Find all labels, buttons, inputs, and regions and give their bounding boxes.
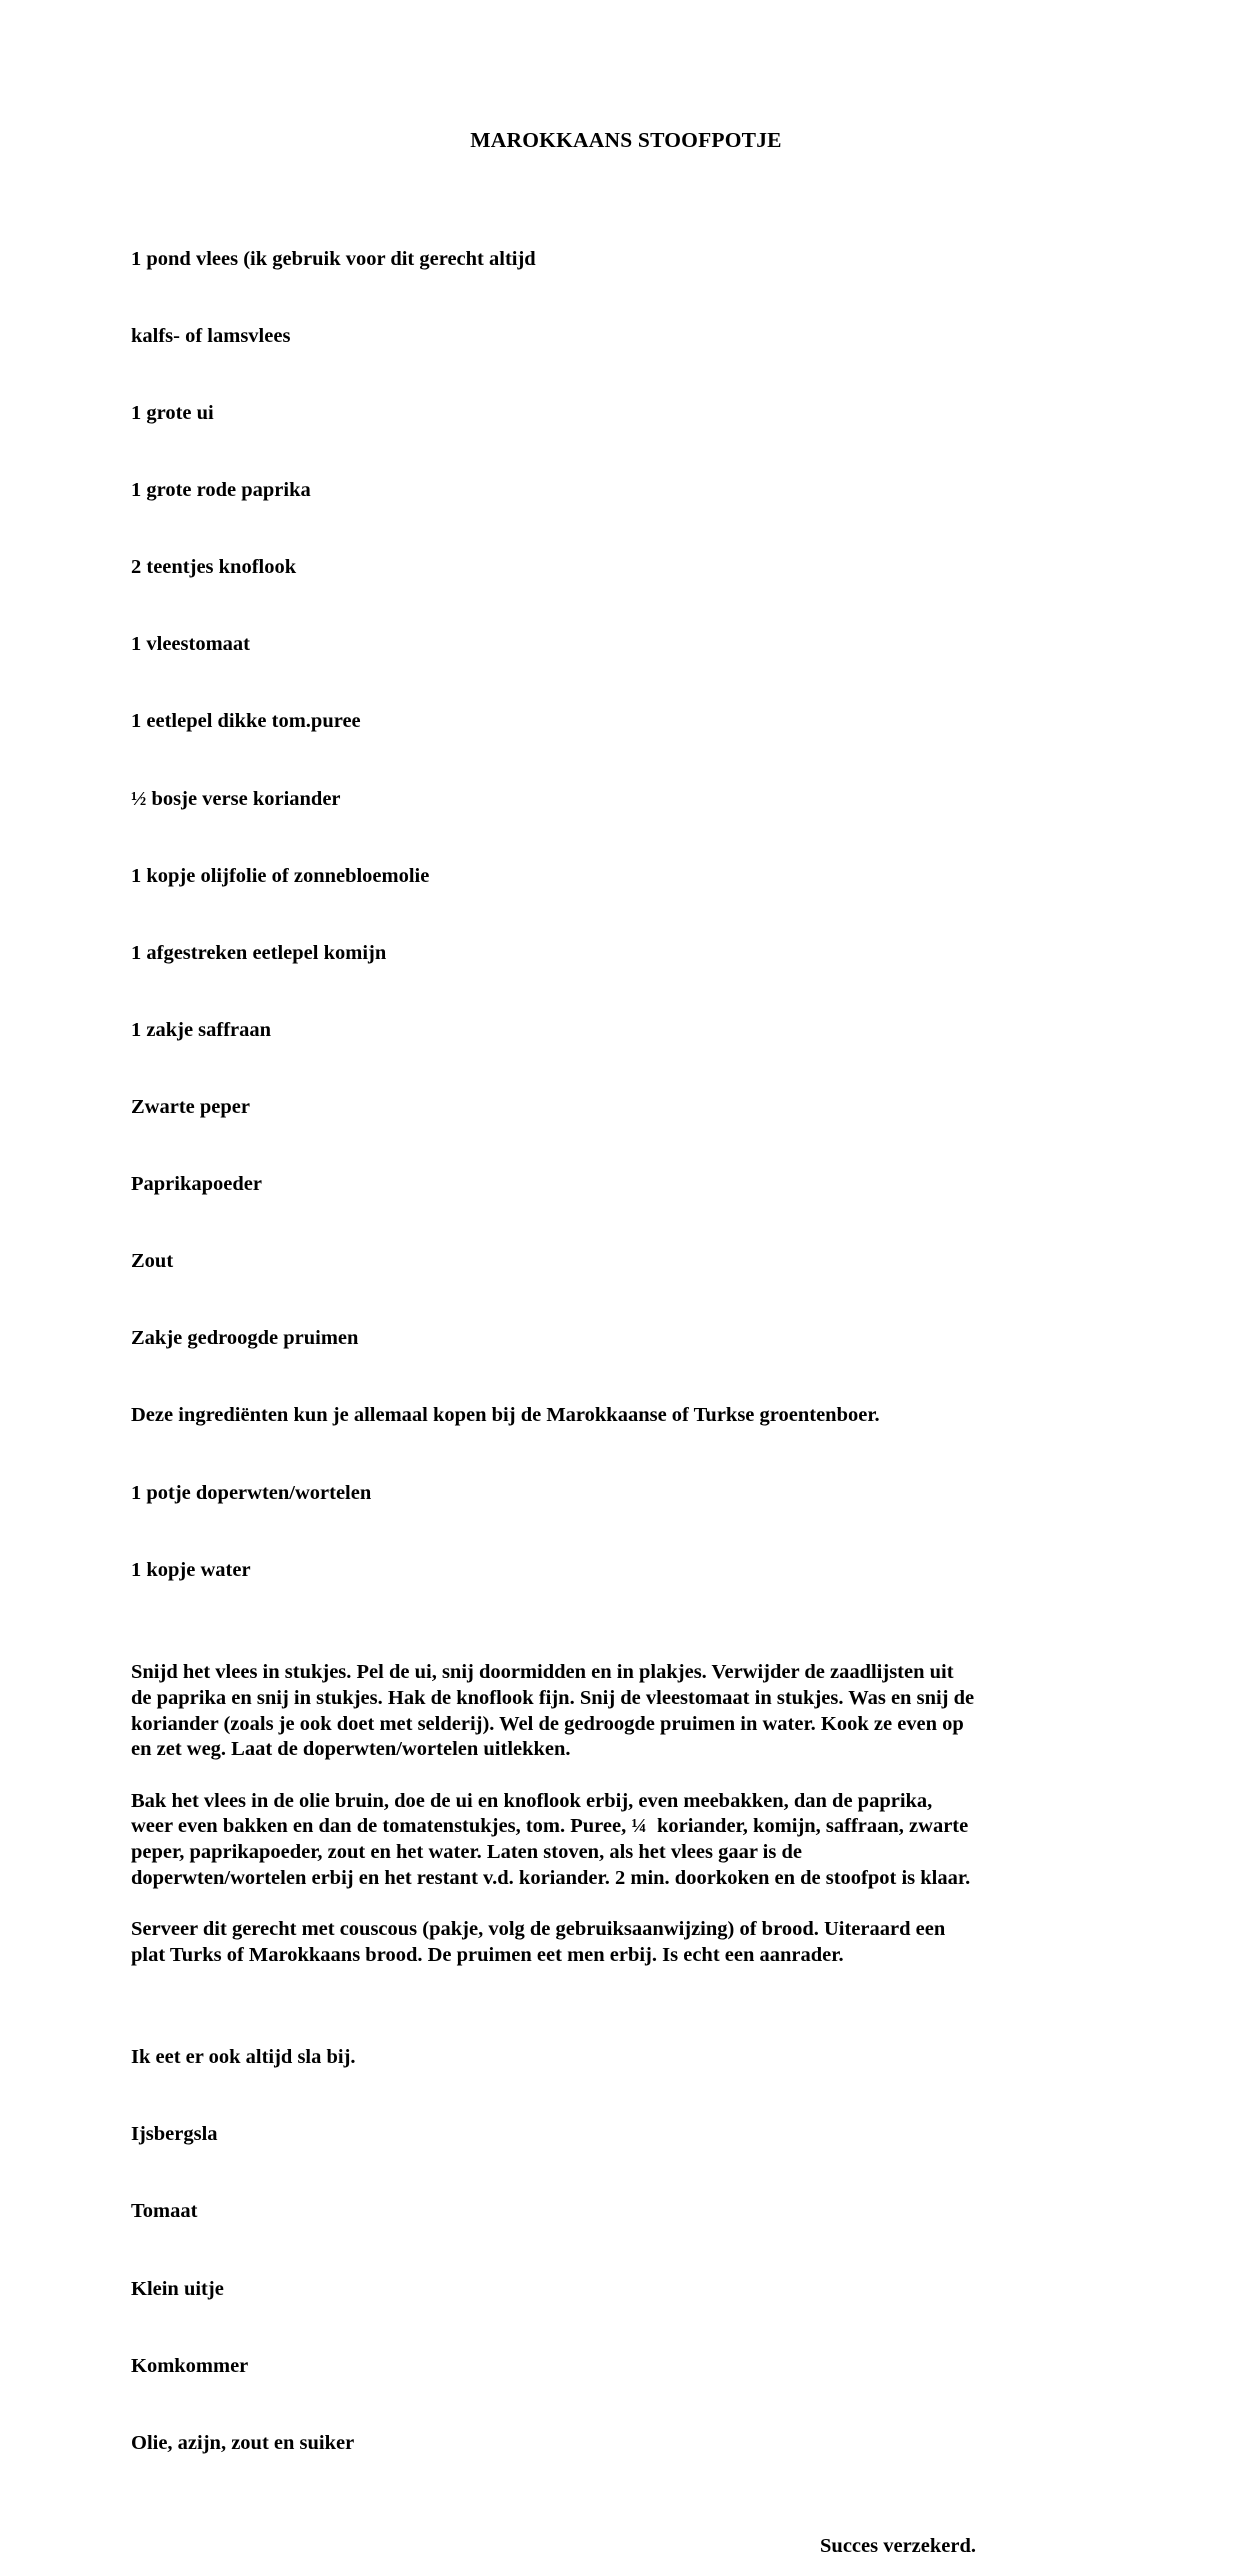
list-item: 2 teentjes knoflook bbox=[131, 556, 297, 579]
salad-section bbox=[131, 1994, 991, 2508]
list-item: Zakje gedroogde pruimen bbox=[131, 1327, 359, 1350]
list-item: Komkommer bbox=[131, 2354, 249, 2377]
list-item: 1 afgestreken eetlepel komijn bbox=[131, 941, 387, 964]
list-item: 1 vleestomaat bbox=[131, 633, 250, 656]
list-item: ½ bosje verse koriander bbox=[131, 787, 341, 810]
list-item: Zwarte peper bbox=[131, 1095, 250, 1118]
list-item: Paprikapoeder bbox=[131, 1173, 262, 1196]
ingredient-source-note: Deze ingrediënten kun je allemaal kopen bij de Marokkaanse of Turkse groentenboer. bbox=[131, 1404, 880, 1427]
list-item: 1 pond vlees (ik gebruik voor dit gerecht altijd bbox=[131, 247, 536, 270]
serving-paragraph: Serveer dit gerecht met couscous (pakje, volg de gebruiksaanwijzing) of brood. Uiteraard een plat Turks of Marokkaans brood. De pruimen eet men erbij. Is echt een aanrader. bbox=[131, 1917, 951, 1966]
list-item: Olie, azijn, zout en suiker bbox=[131, 2431, 355, 2454]
list-item: 1 eetlepel dikke tom.puree bbox=[131, 710, 361, 733]
list-item: Zout bbox=[131, 1250, 174, 1273]
closing-line: Succes verzekerd. bbox=[820, 2534, 976, 2557]
list-item: Klein uitje bbox=[131, 2277, 224, 2300]
list-item: 1 kopje water bbox=[131, 1558, 251, 1581]
salad-intro: Ik eet er ook altijd sla bij. bbox=[131, 2046, 356, 2069]
preparation-paragraph-2: Bak het vlees in de olie bruin, doe de ui en knoflook erbij, even meebakken, dan de paprika, weer even bakken en dan de tomatenstukjes, tom. Puree, ¼ koriander, komijn, saffraan, zwarte peper, paprikapoeder, zout en het water. Laten stoven, als het vlees gaar is de doperwten/wortelen erbij en het restant v.d. koriander. 2 min. doorkoken en de stoofpot is klaar. bbox=[131, 1789, 974, 1889]
list-item: Tomaat bbox=[131, 2200, 198, 2223]
list-item: 1 kopje olijfolie of zonnebloemolie bbox=[131, 864, 430, 887]
list-item: 1 grote ui bbox=[131, 401, 214, 424]
list-item: 1 grote rode paprika bbox=[131, 479, 311, 502]
list-item: Ijsbergsla bbox=[131, 2123, 218, 2146]
list-item: 1 potje doperwten/wortelen bbox=[131, 1481, 372, 1504]
preparation-paragraph-1: Snijd het vlees in stukjes. Pel de ui, snij doormidden en in plakjes. Verwijder de zaadlijsten uit de paprika en snij in stukjes. Hak de knoflook fijn. Snij de vleestomaat in stukjes. Was en snij de koriander (zoals je ook doet met selderij). Wel de gedroogde pruimen in water. Kook ze even op en zet weg. Laat de doperwten/wortelen uitlekken. bbox=[131, 1661, 980, 1761]
page-title: MAROKKAANS STOOFPOTJE bbox=[470, 128, 782, 152]
list-item: 1 zakje saffraan bbox=[131, 1018, 272, 1041]
list-item: kalfs- of lamsvlees bbox=[131, 324, 291, 347]
document-body bbox=[131, 128, 991, 2560]
ingredient-list bbox=[131, 195, 991, 1634]
